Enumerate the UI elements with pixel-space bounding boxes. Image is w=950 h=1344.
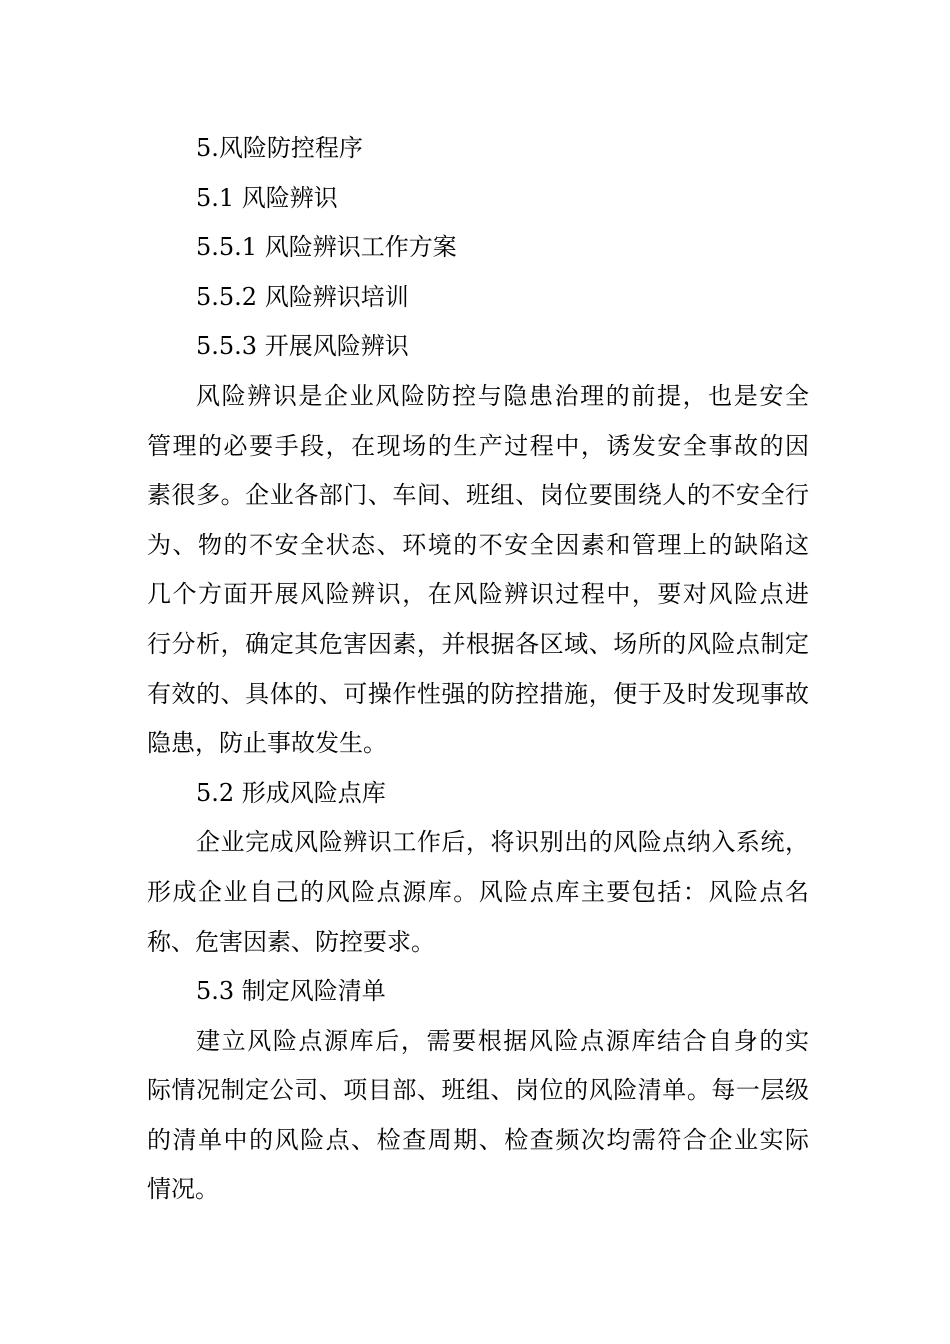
paragraph-line: 隐患，防止事故发生。 [147, 729, 387, 758]
document-body [147, 124, 809, 1215]
paragraph-line: 情况。 [147, 1175, 219, 1204]
heading-5-1: 5.1 风险辨识 [196, 183, 338, 212]
paragraph-line: 称、危害因素、防控要求。 [147, 927, 435, 956]
paragraph-risk-identification [147, 372, 809, 769]
paragraph-line: 的清单中的风险点、检查周期、检查频次均需符合企业实际 [147, 1125, 809, 1154]
paragraph-line: 形成企业自己的风险点源库。风险点库主要包括：风险点名 [147, 877, 809, 906]
paragraph-line: 行分析，确定其危害因素，并根据各区域、场所的风险点制定 [147, 629, 809, 658]
paragraph-line: 管理的必要手段，在现场的生产过程中，诱发安全事故的因 [147, 431, 809, 460]
paragraph-line: 为、物的不安全状态、环境的不安全因素和管理上的缺陷这 [147, 530, 809, 559]
heading-5-5-1: 5.5.1 风险辨识工作方案 [196, 233, 457, 262]
paragraph-line: 风险辨识是企业风险防控与隐患治理的前提，也是安全 [196, 381, 809, 410]
heading-5-3: 5.3 制定风险清单 [196, 977, 386, 1006]
heading-5-2: 5.2 形成风险点库 [196, 778, 386, 807]
paragraph-line: 几个方面开展风险辨识，在风险辨识过程中，要对风险点进 [147, 580, 809, 609]
paragraph-risk-list [147, 1017, 809, 1215]
paragraph-line: 有效的、具体的、可操作性强的防控措施，便于及时发现事故 [147, 679, 809, 708]
heading-5: 5.风险防控程序 [196, 134, 363, 162]
paragraph-line: 建立风险点源库后，需要根据风险点源库结合自身的实 [196, 1026, 809, 1055]
paragraph-risk-point-library [147, 818, 809, 967]
paragraph-line: 素很多。企业各部门、车间、班组、岗位要围绕人的不安全行 [147, 481, 809, 510]
heading-5-5-2: 5.5.2 风险辨识培训 [196, 282, 409, 311]
paragraph-line: 际情况制定公司、项目部、班组、岗位的风险清单。每一层级 [147, 1076, 809, 1105]
heading-5-5-3: 5.5.3 开展风险辨识 [196, 332, 409, 361]
paragraph-line: 企业完成风险辨识工作后，将识别出的风险点纳入系统， [196, 828, 809, 857]
